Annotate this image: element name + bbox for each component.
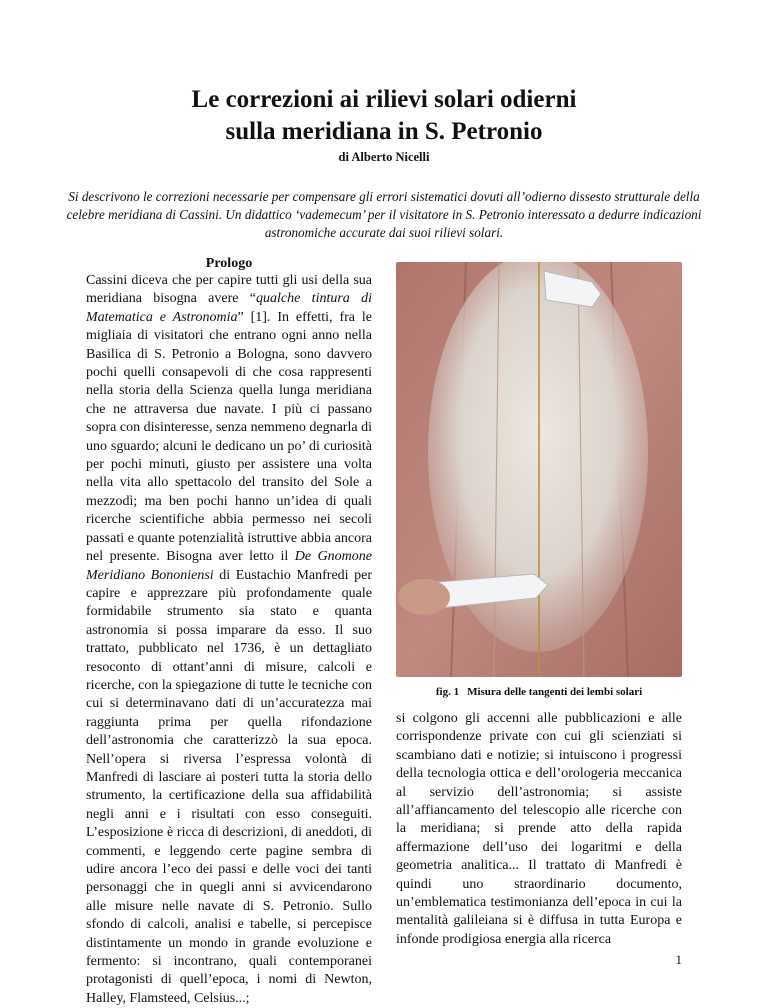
figure-number: fig. 1 (435, 686, 460, 698)
hand (398, 579, 450, 615)
figure-caption (396, 686, 682, 698)
abstract: Si descrivono le correzioni necessarie per compensare gli errori sistematici dovuti all’odierno dissesto strutturale della celebre meridiana di Cassini. Un didattico ‘vademecum’ per il visitatore in S. Petronio interessato a dedurre indicazioni astronomiche accurate dai suoi rilievi solari. (66, 189, 702, 240)
title-line-1: Le correzioni ai rilievi solari odierni (191, 86, 577, 113)
italic-quote: qualche tintura di Matematica e Astronomia (86, 291, 373, 325)
text-run: ” [1]. In effetti, fra le migliaia di visitatori che entrano ogni anno nella Basilica di S. Petronio a Bologna, sono davvero pochi quelli consapevoli di che cosa rappresenti nella storia della Scienza quella lunga meridiana che ne attraversa due navate. I più ci passano sopra con disinteresse, senza nemmeno degnarla di uno sguardo; alcuni le dedicano un po’ di curiosità per pochi minuti, giusto per assistere una volta nella vita allo spettacolo del transito del Sole a mezzodì; ma ben pochi hanno un’idea di quali ricerche scientifiche abbia permesso nei secoli passati e quante potenzialità istruttive abbia ancora nel presente. Bisogna aver letto il (86, 309, 372, 565)
left-column (86, 255, 372, 1008)
right-column-paragraph: si colgono gli accenni alle pubblicazioni e alle corrispondenze private con cui gli scienziati si scambiano dati e notizie; si intuiscono i progressi della tecnologia ottica e dell’orologeria meccanica al servizio dell’astronomia; si assiste all’affiancamento del telescopio alle ricerche con la meridiana; si prende atto della rapida affermazione dell’uso dei logaritmi e della geometria analitica... Il trattato di Manfredi è quindi uno straordinario documento, un’emblematica testimonianza dell’epoca in cui la mentalità galileiana si è diffusa in tutta Europa e infonde prodigiosa energia alla ricerca (396, 711, 682, 947)
right-column (396, 710, 682, 949)
page-number: 1 (675, 952, 682, 967)
text-run: di Eustachio Manfredi per capire e apprezzare più profondamente quale formidabile strumento sia stato e quanta astronomia si possa imparare da esso. Il suo trattato, pubblicato nel 1736, è un dettagliato resoconto di ottant’anni di misure, calcoli e ricerche, con la spiegazione di tutte le tecniche con cui si determinavano dati di un’accuratezza mai raggiunta prima per quella rifondazione dell’astronomia che caratterizzò la sua epoca. Nell’opera si riversa l’espressa volontà di Manfredi di lasciare ai posteri tutta la storia dello strumento, la certificazione della sua affidabilità negli anni e i risultati con esso conseguiti. L’esposizione è ricca di descrizioni, di aneddoti, di commenti, e leggendo certe pagine sembra di udire ancora l’eco dei passi e delle voci dei tanti personaggi che in quegli anni si avvicendarono alle misure nelle navate di S. Petronio. Sullo sfondo di calcoli, analisi e tabelle, si percepisce distintamente un mondo in grande evoluzione e fermento: si incontrano, quali contemporanei protagonisti di quell’epoca, i nomi di Newton, Halley, Flamsteed, Celsius...; (86, 567, 372, 1006)
author-line: di Alberto Nicelli (338, 150, 430, 164)
italic-book-title: De Gnomone Meridiano Bononiensi (86, 549, 373, 583)
meridian-floor-photo (396, 262, 682, 677)
section-heading-prologo: Prologo (205, 256, 253, 271)
text-run: Cassini diceva che per capire tutti gli usi della sua meridiana bisogna avere “ (86, 273, 372, 307)
paper-title (0, 84, 768, 148)
title-line-2: sulla meridiana in S. Petronio (225, 118, 543, 145)
figure-caption-text: Misura delle tangenti dei lembi solari (467, 686, 643, 698)
figure-photo (396, 262, 682, 677)
prologo-paragraph (86, 272, 372, 1008)
